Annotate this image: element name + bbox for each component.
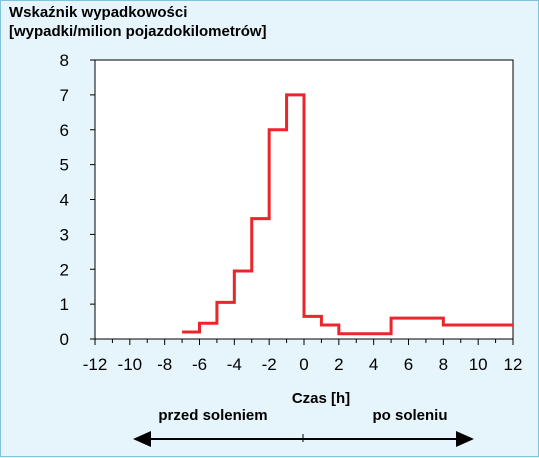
chart-title-line-2: [wypadki/milion pojazdokilometrów] [9,23,267,40]
annotation-after: po soleniu [372,407,448,424]
y-tick-label: 8 [59,51,69,70]
y-tick-label: 4 [59,190,69,210]
x-tick-label: -12 [82,355,108,374]
chart-title-line-1: Wskaźnik wypadkowości [9,4,188,21]
y-tick-label: 7 [59,85,69,105]
x-tick-label: -10 [117,355,143,374]
x-tick-label: 6 [403,355,414,374]
y-tick-label: 6 [59,120,69,140]
y-tick-label: 0 [59,330,69,349]
x-tick-label: 12 [503,355,523,374]
x-tick-label: -6 [191,355,208,374]
time-arrow-right-head [456,431,474,447]
y-tick-label: 2 [59,260,69,280]
y-tick-label: 3 [59,225,69,245]
chart-plot [1,1,539,458]
x-tick-label: 0 [299,355,309,374]
x-tick-label: -8 [157,355,173,374]
annotation-before: przed soleniem [158,407,268,424]
x-tick-label: 10 [468,355,488,374]
y-tick-label: 5 [59,155,69,175]
x-tick-label: -4 [226,355,242,374]
x-tick-label: 4 [368,355,379,374]
x-tick-label: 2 [334,355,344,374]
x-tick-label: -2 [261,355,277,374]
x-axis-label: Czas [h] [291,390,351,407]
y-tick-label: 1 [59,295,69,315]
x-tick-label: 8 [438,355,449,374]
time-arrow-left-head [133,431,151,447]
